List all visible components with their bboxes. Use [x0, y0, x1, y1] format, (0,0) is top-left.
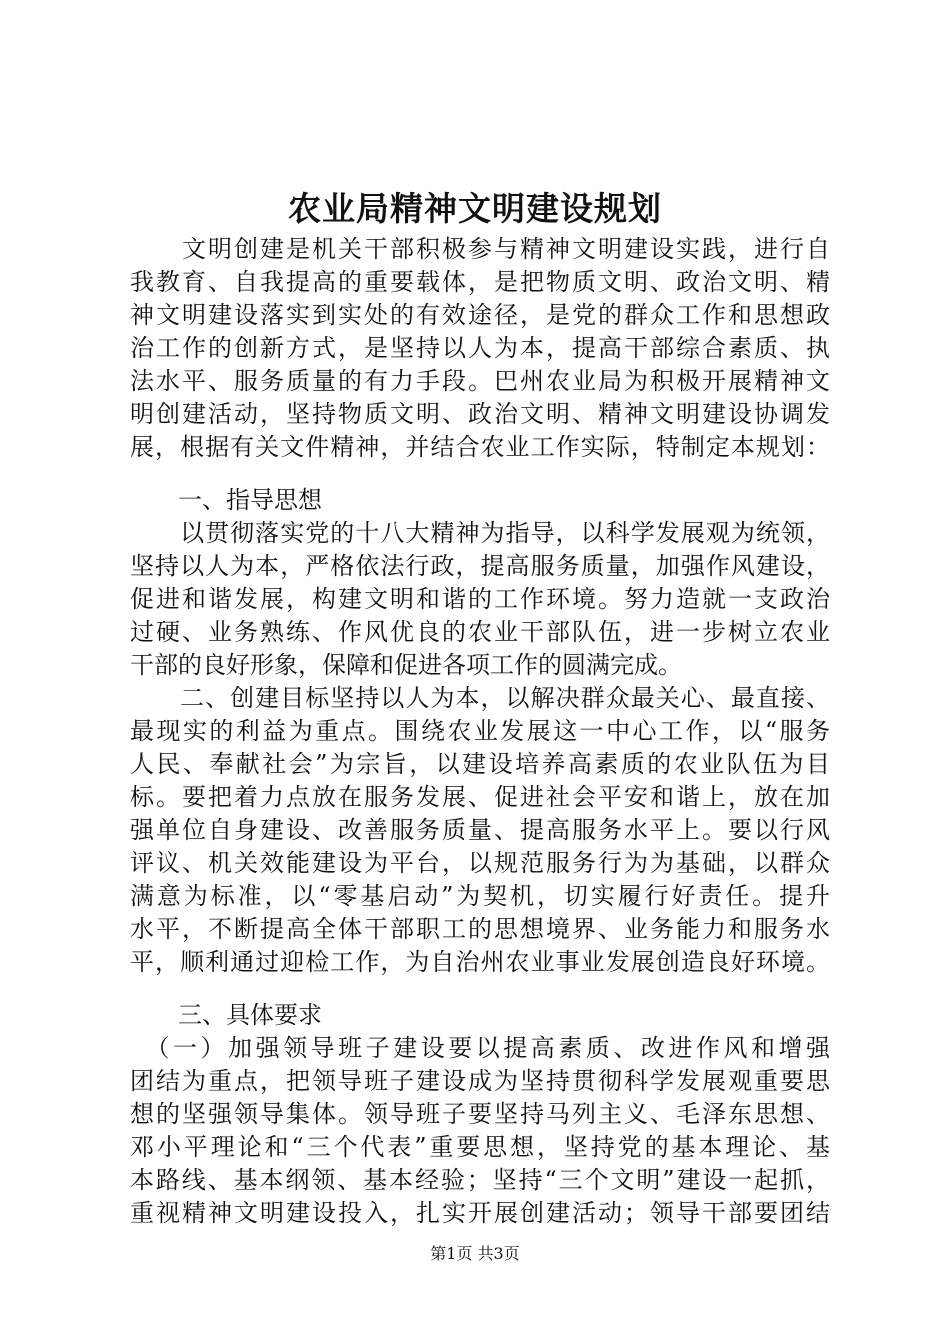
paragraph-line: 本路线、基本纲领、基本经验；坚持“三个文明”建设一起抓， [130, 1166, 830, 1194]
paragraph-line: 最现实的利益为重点。围绕农业发展这一中心工作，以“服务 [130, 717, 830, 745]
paragraph-line: （一）加强领导班子建设要以提高素质、改进作风和增强 [130, 1034, 830, 1062]
paragraph-line: 重视精神文明建设投入，扎实开展创建活动；领导干部要团结 [130, 1199, 830, 1227]
paragraph-line: 促进和谐发展，构建文明和谐的工作环境。努力造就一支政治 [130, 585, 830, 613]
paragraph-line: 法水平、服务质量的有力手段。巴州农业局为积极开展精神文 [130, 367, 830, 395]
paragraph-line: 治工作的创新方式，是坚持以人为本，提高干部综合素质、执 [130, 334, 830, 362]
paragraph-line: 平，顺利通过迎检工作，为自治州农业事业发展创造良好环境。 [130, 948, 830, 976]
paragraph-line: 人民、奉献社会”为宗旨，以建设培养高素质的农业队伍为目 [130, 750, 830, 778]
document-title: 农业局精神文明建设规划 [288, 189, 662, 228]
paragraph-line: 神文明建设落实到实处的有效途径，是党的群众工作和思想政 [130, 301, 830, 329]
paragraph-line: 我教育、自我提高的重要载体，是把物质文明、政治文明、精 [130, 268, 830, 296]
paragraph-line: 展，根据有关文件精神，并结合农业工作实际，特制定本规划： [130, 433, 830, 461]
section-heading-guiding-ideology: 一、指导思想 [130, 486, 322, 514]
paragraph-line: 文明创建是机关干部积极参与精神文明建设实践，进行自 [130, 235, 830, 263]
paragraph-line: 坚持以人为本，严格依法行政，提高服务质量，加强作风建设， [130, 552, 830, 580]
paragraph-line: 强单位自身建设、改善服务质量、提高服务水平上。要以行风 [130, 816, 830, 844]
paragraph-line: 明创建活动，坚持物质文明、政治文明、精神文明建设协调发 [130, 400, 830, 428]
paragraph-line: 邓小平理论和“三个代表”重要思想，坚持党的基本理论、基 [130, 1133, 830, 1161]
paragraph-line: 干部的良好形象，保障和促进各项工作的圆满完成。 [130, 651, 682, 679]
paragraph-line: 团结为重点，把领导班子建设成为坚持贯彻科学发展观重要思 [130, 1067, 830, 1095]
paragraph-line: 以贯彻落实党的十八大精神为指导，以科学发展观为统领， [130, 519, 830, 547]
paragraph-line: 满意为标准，以“零基启动”为契机，切实履行好责任。提升 [130, 882, 830, 910]
section-heading-specific-requirements: 三、具体要求 [130, 1001, 322, 1029]
paragraph-line: 水平，不断提高全体干部职工的思想境界、业务能力和服务水 [130, 915, 830, 943]
paragraph-line: 想的坚强领导集体。领导班子要坚持马列主义、毛泽东思想、 [130, 1100, 830, 1128]
paragraph-line: 二、创建目标坚持以人为本，以解决群众最关心、最直接、 [130, 684, 830, 712]
paragraph-line: 标。要把着力点放在服务发展、促进社会平安和谐上，放在加 [130, 783, 830, 811]
paragraph-line: 过硬、业务熟练、作风优良的农业干部队伍，进一步树立农业 [130, 618, 830, 646]
paragraph-line: 评议、机关效能建设为平台，以规范服务行为为基础，以群众 [130, 849, 830, 877]
page-footer: 第1页 共3页 [430, 1244, 520, 1263]
